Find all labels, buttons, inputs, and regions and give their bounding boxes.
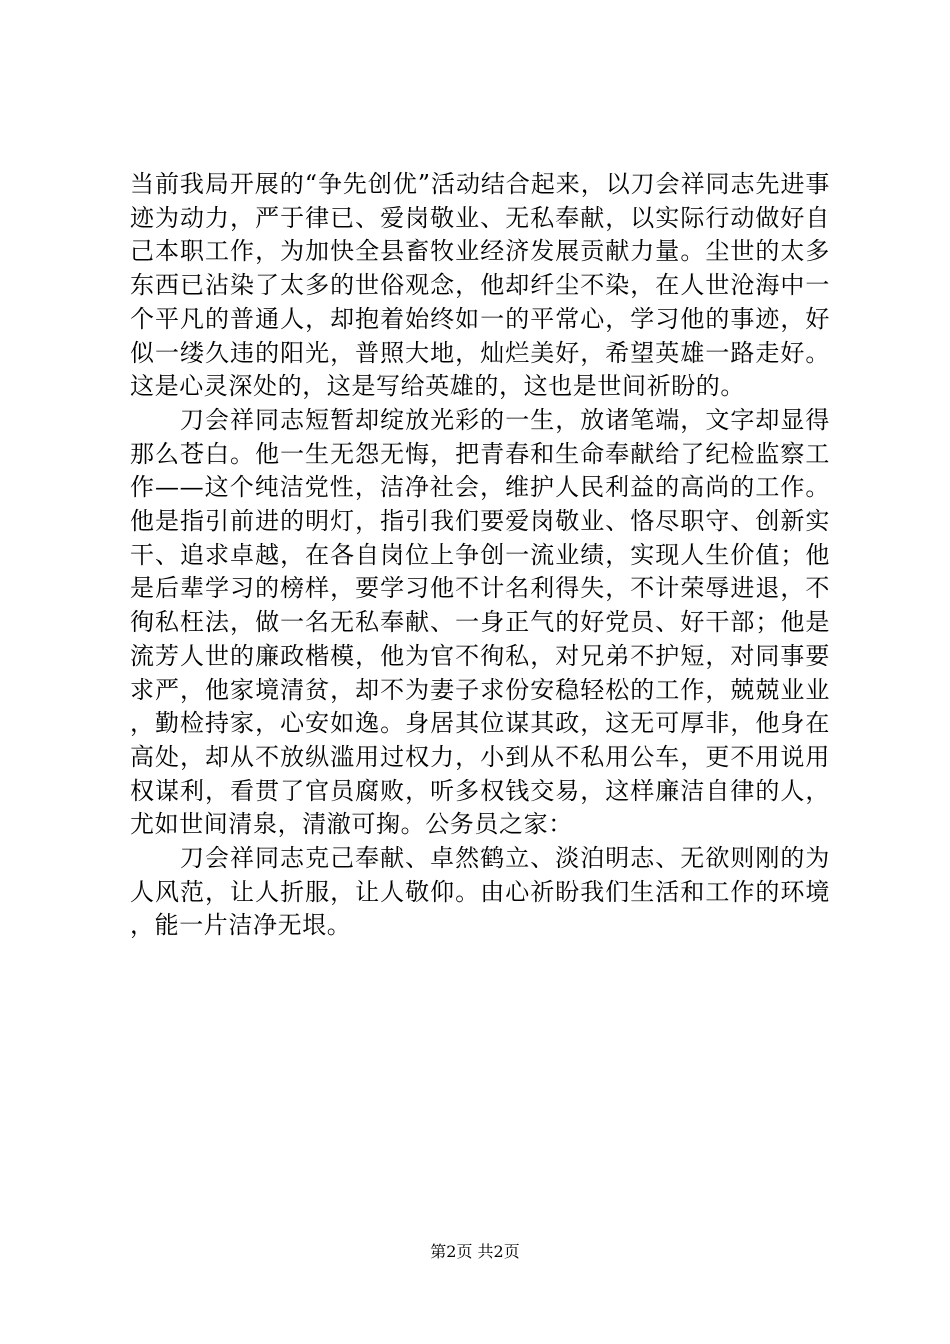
paragraph-continuation: 当前我局开展的“争先创优”活动结合起来，以刀会祥同志先进事迹为动力，严于律已、爱岗敬业、无私奉献，以实际行动做好自己本职工作，为加快全县畜牧业经济发展贡献力量。尘世的太多东西已沾染了太多的世俗观念，他却纤尘不染，在人世沧海中一个平凡的普通人，却抱着始终如一的平常心，学习他的事迹，好似一缕久违的阳光，普照大地，灿烂美好，希望英雄一路走好。这是心灵深处的，这是写给英雄的，这也是世间祈盼的。: [130, 170, 830, 401]
paragraph-tribute: 刀会祥同志短暂却绽放光彩的一生，放诸笔端，文字却显得那么苍白。他一生无怨无悔，把青春和生命奉献给了纪检监察工作——这个纯洁党性，洁净社会，维护人民利益的高尚的工作。他是指引前进的明灯，指引我们要爱岗敬业、恪尽职守、创新实干、追求卓越，在各自岗位上争创一流业绩，实现人生价值；他是后辈学习的榜样，要学习他不计名利得失，不计荣辱进退，不徇私枉法，做一名无私奉献、一身正气的好党员、好干部；他是流芳人世的廉政楷模，他为官不徇私，对兄弟不护短，对同事要求严，他家境清贫，却不为妻子求份安稳轻松的工作，兢兢业业，勤检持家，心安如逸。身居其位谋其政，这无可厚非，他身在高处，却从不放纵滥用过权力，小到从不私用公车，更不用说用权谋利，看贯了官员腐败，听多权钱交易，这样廉洁自律的人，尤如世间清泉，清澈可掬。公务员之家：: [130, 405, 830, 839]
page-footer: [0, 1242, 950, 1262]
paragraph-closing: 刀会祥同志克己奉献、卓然鹤立、淡泊明志、无欲则刚的为人风范，让人折服，让人敬仰。由心祈盼我们生活和工作的环境，能一片洁净无垠。: [130, 844, 830, 940]
page-number: 第2页 共2页: [430, 1242, 520, 1261]
document-body: [130, 168, 830, 943]
